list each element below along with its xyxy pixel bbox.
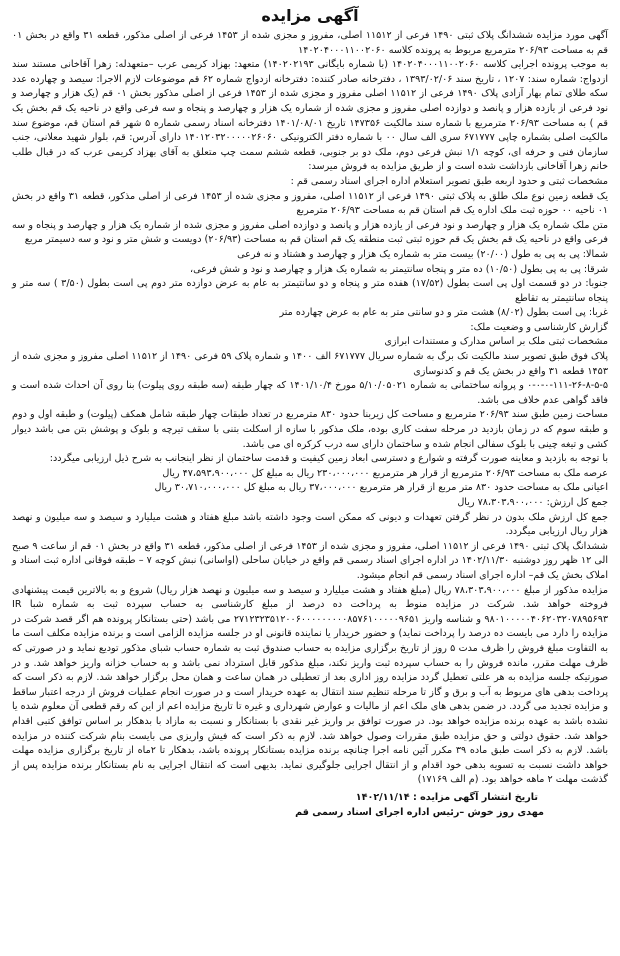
notice-paragraph: متن ملک شماره یک هزار و چهارصد و نود فرعی از یازده هزار و پانصد و دوازده اصلی مفروز و مجزی شده از شماره یک هزار و چهارصد و پنجاه و سه فرعی واقع در ناحیه یک قم بخش یک قم حوزه ثبتی ثبت منطقه یک قم استان قم به مساحت (۲۰۶/۹۳) دویست و شش متر و نود و سه دسیمتر مربع — [12, 219, 608, 246]
publish-date: تاریخ انتشار آگهی مزایده : ۱۴۰۲/۱۱/۱۴ — [355, 791, 538, 803]
notice-paragraph: جمع کل ارزش ملک بدون در نظر گرفتن تعهدات و دیونی که ممکن است وجود داشته باشد مبلغ هفتاد و هشت میلیارد و سیصد و سه میلیون و نهصد هزار ریال ارزیابی میگردد. — [12, 511, 608, 538]
notice-paragraph: مشخصات ثبتی ملک بر اساس مدارک و مستندات ابرازی — [384, 336, 608, 348]
notice-signature-block — [12, 790, 608, 820]
notice-paragraph: جمع کل ارزش: ۷۸،۳۰۳،۹۰۰،۰۰۰ ریال — [457, 497, 608, 508]
notice-paragraph: شرقا: پی به پی بطول (۱۰/۵۰) ده متر و پنجاه سانتیمتر به شماره یک هزار و چهارصد و نود و شش فرعی، — [190, 263, 608, 275]
notice-paragraph: مزایده مذکور از مبلغ ۷۸،۳۰۳،۹۰۰،۰۰۰ ریال (مبلغ هفتاد و هشت میلیارد و سیصد و سه میلیون و نهصد هزار ریال) شروع و به بالاترین قیمت پیشنهادی فروخته خواهد شد. شرکت در مزایده منوط به پرداخت ده درصد از مبلغ کارشناسی به حساب سپرده ثبت به شماره شبا IR ۹۸۰۱۰۰۰۰۰۴۰۶۲۰۳۲۰۷۸۹۵۶۹۳ و شناسه واریز ۲۷۱۲۳۲۳۵۱۲۰۰۶۰۰۰۰۰۰۰۰۰۸۵۷۶۱۰۰۰۰۰۹۶۵۱ می باشد (حتی بستانکار پرونده هم اگر قصد شرکت در مزایده را دارد می بایست ده درصد را پرداخت نماید) و حضور خریدار یا نماینده قانونی او در جلسه مزایده الزامی است و برنده مزایده مکلف است ما به التفاوت مبلغ فروش را ظرف مدت ۵ روز از تاریخ برگزاری مزایده به حساب صندوق ثبت به شماره حساب شبای مذکور تودیع نماید و در صورتی که ظرف مهلت مقرر، مانده فروش را به حساب سپرده ثبت واریز نکند، مبلغ مذکور قابل استرداد نمی باشد و به حساب خزانه واریز خواهد شد. و در صورتیکه جلسه مزایده به هر علتی تعطیل گردد مزایده روز اداری بعد از تعطیلی در همان ساعت و همان محل برگزار خواهد شد. لازم به ذکر است که پرداخت بدهی های مربوط به آب و برق و گاز تا مرحله تنظیم سند انتقال به عهده خریدار است و در صورت انجام عملیات فروش از درجه اعتبار ساقط و مزایده تجدید می گردد. در ضمن بدهی های ملک اعم از مالیات و عوارض شهرداری و غیره تا تاریخ مزایده اعم از این که رقم قطعی آن معلوم شده یا نشده باشد به عهده برنده مزایده خواهد بود. در صورت توافق بر واریز غیر نقدی با بستانکار و نسبت به مازاد با بدهکار بر اساس توافق کتبی اقدام خواهد شد. حقوق دولتی و حق مزایده طبق مقررات وصول خواهد شد. لازم به ذکر است که فیش واریزی می بایست بنام شرکت کننده در مزایده باشد. لازم به ذکر است طبق ماده ۳۹ مکرر آئین نامه اجرا چنانچه برنده مزایده بستانکار پرونده باشد، بدهکار تا ۲ماه از تاریخ برگزاری مزایده مهلت خواهد داشت نسبت به تسویه بدهی خود اقدام و از انتقال اجرایی جلوگیری نماید. بدیهی است که انتقال اجرایی به نام بستانکار برنده مزایده پس از گذشت مهلت ۲ ماهه خواهد بود. (م الف ۱۷۱۶۹) — [12, 584, 608, 786]
notice-paragraph: ۰-۰-۰-۱۱۱-۲۶-۸-۵-۵ و پروانه ساختمانی به شماره ۵/۱۰/۰۵۰۲۱ مورخ ۱۴۰۱/۱۰/۴ که چهار طبقه (سه طبقه روی پیلوت) بنا روی آن احداث شده است و فاقد گواهی عدم خلاف می باشد. — [12, 380, 608, 406]
notice-paragraph: گزارش کارشناسی و وضعیت ملک: — [470, 321, 608, 333]
notice-body — [12, 29, 608, 788]
notice-paragraph: آگهی مورد مزایده ششدانگ پلاک ثبتی ۱۴۹۰ فرعی از ۱۱۵۱۲ اصلی، مفروز و مجزی شده از ۱۴۵۳ فرعی از اصلی مذکور، قطعه ۳۱ واقع در بخش ۰۱ قم به مساحت ۲۰۶/۹۳ مترمربع مربوط به پرونده کلاسه ۱۴۰۲۰۴۰۰۰۱۱۰۰۲۰۶۰ — [12, 30, 608, 56]
notice-paragraph: عرصه ملک به مساحت ۲۰۶/۹۳ مترمربع از قرار هر مترمربع ۲۳۰،۰۰۰،۰۰۰ ریال به مبلغ کل ۴۷،۵۹۳،۹۰۰،۰۰۰ ریال — [162, 467, 608, 479]
notice-paragraph: اعیانی ملک به مساحت حدود ۸۳۰ متر مربع از قرار هر مترمربع ۳۷،۰۰۰،۰۰۰ ریال به مبلغ کل ۳۰،۷۱۰،۰۰۰،۰۰۰ ریال — [154, 482, 608, 494]
notice-paragraph: جنوبا: در دو قسمت اول پی است بطول (۱۷/۵۲) هفده متر و پنجاه و دو سانتیمتر به عام به عرض دوازده متر دوم پی است بطول (۳/۵۰ ) سه متر و پنجاه سانتیمتر به تقاطع — [12, 278, 608, 304]
signatory: مهدی روز خوش –رئیس اداره اجرای اسناد رسمی قم — [295, 806, 544, 818]
notice-paragraph: ششدانگ پلاک ثبتی ۱۴۹۰ فرعی از ۱۱۵۱۲ اصلی، مفروز و مجزی شده از ۱۴۵۳ فرعی از اصلی مذکور، قطعه ۳۱ واقع در بخش ۰۱ قم از ساعت ۹ صبح الی ۱۲ ظهر روز دوشنبه ۱۴۰۲/۱۱/۳۰ در اداره اجرای اسناد رسمی قم واقع در خیابان ساحلی (اواسانی) نبش کوچه ۷ – طبقه فوقانی اداره ثبت اسناد و املاک بخش یک قم– اداره اجرای اسناد رسمی قم انجام میشود. — [12, 540, 608, 581]
notice-paragraph: به موجب پرونده اجرایی کلاسه ۱۴۰۲۰۴۰۰۰۱۱۰۰۲۰۶۰ (با شماره بایگانی ۱۴۰۲۰۲۱۹۳) متعهد: بهزاد کریمی عرب –متعهدله: زهرا آقاخانی مستند سند ازدواج: شماره سند: ۱۲۰۷ ، تاریخ سند ۱۳۹۳/۰۲/۰۶ ، دفترخانه صادر کننده: دفترخانه ازدواج شماره ۶۲ قم موضوعات لازم الاجرا: سیصد و چهارده عدد سکه طلای تمام بهار آزادی پلاک ۱۴۹۰ فرعی از ۱۱۵۱۲ اصلی مفروز و مجزی شده از ۱۴۵۳ فرعی از اصلی مذکور بخش ۰۱ قم (یک هزار و چهارصد و نود فرعی از یازده هزار و پانصد و دوازده اصلی مفروز و مجزی شده از شماره یک هزار و چهارصد و پنجاه و سه فرعی واقع در ناحیه یک قم بخش یک قم ) به مساحت ۲۰۶/۹۳ مترمربع با شماره سند مالکیت ۱۴۷۳۵۶ تاریخ ۱۴۰۱/۰۸/۰۱ دفترخانه اسناد رسمی شماره ۵ شهر قم استان قم، موضوع سند مالکیت اصلی بشماره چاپی ۶۷۱۷۷۷ سری الف سال ۰۰ با شماره دفتر الکترونیکی ۱۴۰۱۲۰۳۲۰۰۰۰۰۲۶۰۶۰ دارای آدرس: قم، بلوار شهید معلانی، جنب سازمان فنی و حرفه ای، کوچه ۱/۱ نبش فرعی دوم، ملک دو بر جنوبی، قطعه ششم سمت چپ متعلق به آقای بهزاد کریمی عرب که در قبال طلب خانم زهرا آقاخانی بازداشت شده است و از طریق مزایده به فروش میرسد: — [12, 59, 609, 173]
notice-paragraph: مساحت زمین طبق سند ۲۰۶/۹۳ مترمربع و مساحت کل زیربنا حدود ۸۳۰ مترمربع در تعداد طبقات چهار طبقه شامل همکف (پیلوت) و طبقه اول و دوم و طبقه سوم که در زمان بازدید در مرحله سفت کاری بوده، ملک مذکور با سازه از اسکلت بتنی با سقف تیرچه و بلوک و پوشش بتن می باشد دیوار کشی و تیغه چینی با بلوک سفالی انجام شده و ساختمان دارای سه درب کرکره ای می باشد. — [12, 409, 608, 450]
notice-paragraph: مشخصات ثبتی و حدود اربعه طبق تصویر استعلام اداره اجرای اسناد رسمی قم : — [290, 175, 608, 187]
notice-paragraph: پلاک فوق طبق تصویر سند مالکیت تک برگ به شماره سریال ۶۷۱۷۷۷ الف ۱۴۰۰ و شماره پلاک ۵۹ فرعی ۱۴۹۰ از ۱۱۵۱۲ اصلی مفروز و مجزی شده از ۱۴۵۳ قطعه ۳۱ واقع در بخش یک قم و کدنوسازی — [12, 351, 609, 377]
notice-paragraph: با توجه به بازدید و معاینه صورت گرفته و شوارع و دسترسی ابعاد زمین کیفیت و قدمت ساختمان از نظر اینجانب به شرح ذیل ارزیابی میگردد: — [49, 453, 608, 465]
notice-paragraph: یک قطعه زمین نوع ملک طلق به پلاک ثبتی ۱۴۹۰ فرعی از ۱۱۵۱۲ اصلی، مفروز و مجزی شده از ۱۴۵۳ فرعی از اصلی مذکور، قطعه ۳۱ واقع در بخش ۰۱ ناحیه ۰۰ حوزه ثبت ملک اداره یک قم استان قم به مساحت ۲۰۶/۹۳ مترمربع — [12, 190, 608, 217]
notice-paragraph: غربا: پی است بطول (۸/۰۲) هشت متر و دو سانتی متر به عام به عرض چهارده متر — [279, 307, 608, 319]
notice-paragraph: شمالا: پی به پی به طول (۲۰/۰۰) بیست متر به شماره یک هزار و چهارصد و هشتاد و نه فرعی — [237, 248, 608, 260]
notice-title: آگهی مزایده — [261, 6, 359, 25]
